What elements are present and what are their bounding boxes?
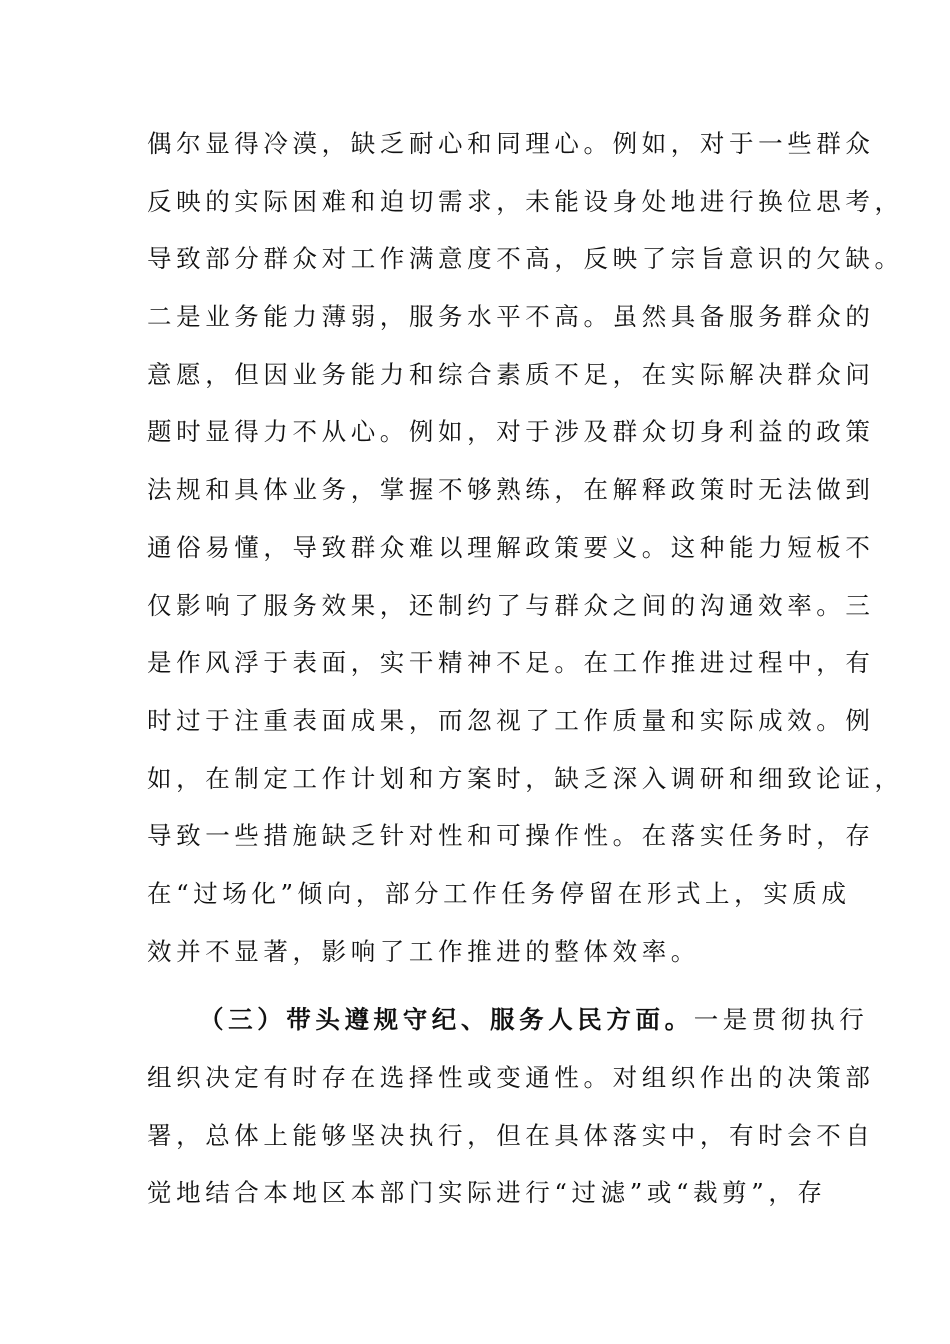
section-3-heading: （三）带头遵规守纪、服务人民方面。 — [199, 1005, 694, 1035]
text-line: 意愿，但因业务能力和综合素质不足，在实际解决群众问 — [147, 359, 875, 389]
section-3-first-line — [147, 991, 869, 1049]
section-3-lead-text: 一是贯彻执行 — [693, 1005, 869, 1035]
paragraph-gap — [147, 980, 807, 991]
text-line: 效并不显著，影响了工作推进的整体效率。 — [147, 936, 700, 966]
text-line: 时过于注重表面成果，而忽视了工作质量和实际成效。例 — [147, 705, 875, 735]
text-line: 导致一些措施缺乏针对性和可操作性。在落实任务时，存 — [147, 821, 875, 851]
text-line: 署，总体上能够坚决执行，但在具体落实中，有时会不自 — [147, 1120, 875, 1150]
text-line: 通俗易懂，导致群众难以理解政策要义。这种能力短板不 — [147, 532, 875, 562]
text-line: 是作风浮于表面，实干精神不足。在工作推进过程中，有 — [147, 648, 875, 678]
body-text — [147, 115, 904, 1222]
text-line: 导致部分群众对工作满意度不高，反映了宗旨意识的欠缺。 — [147, 244, 904, 274]
text-line: 偶尔显得冷漠，缺乏耐心和同理心。例如，对于一些群众 — [147, 129, 875, 158]
text-line: 法规和具体业务，掌握不够熟练，在解释政策时无法做到 — [147, 475, 875, 505]
text-line: 仅影响了服务效果，还制约了与群众之间的沟通效率。三 — [147, 590, 875, 620]
text-line: 觉地结合本地区本部门实际进行“过滤”或“裁剪”，存 — [147, 1178, 827, 1208]
text-line: 如，在制定工作计划和方案时，缺乏深入调研和细致论证， — [147, 763, 904, 793]
text-line: 二是业务能力薄弱，服务水平不高。虽然具备服务群众的 — [147, 302, 875, 332]
text-line: 题时显得力不从心。例如，对于涉及群众切身利益的政策 — [147, 417, 875, 447]
text-line: 反映的实际困难和迫切需求，未能设身处地进行换位思考， — [147, 186, 904, 216]
text-line: 在“过场化”倾向，部分工作任务停留在形式上，实质成 — [147, 878, 851, 908]
text-line: 组织决定有时存在选择性或变通性。对组织作出的决策部 — [147, 1063, 875, 1092]
